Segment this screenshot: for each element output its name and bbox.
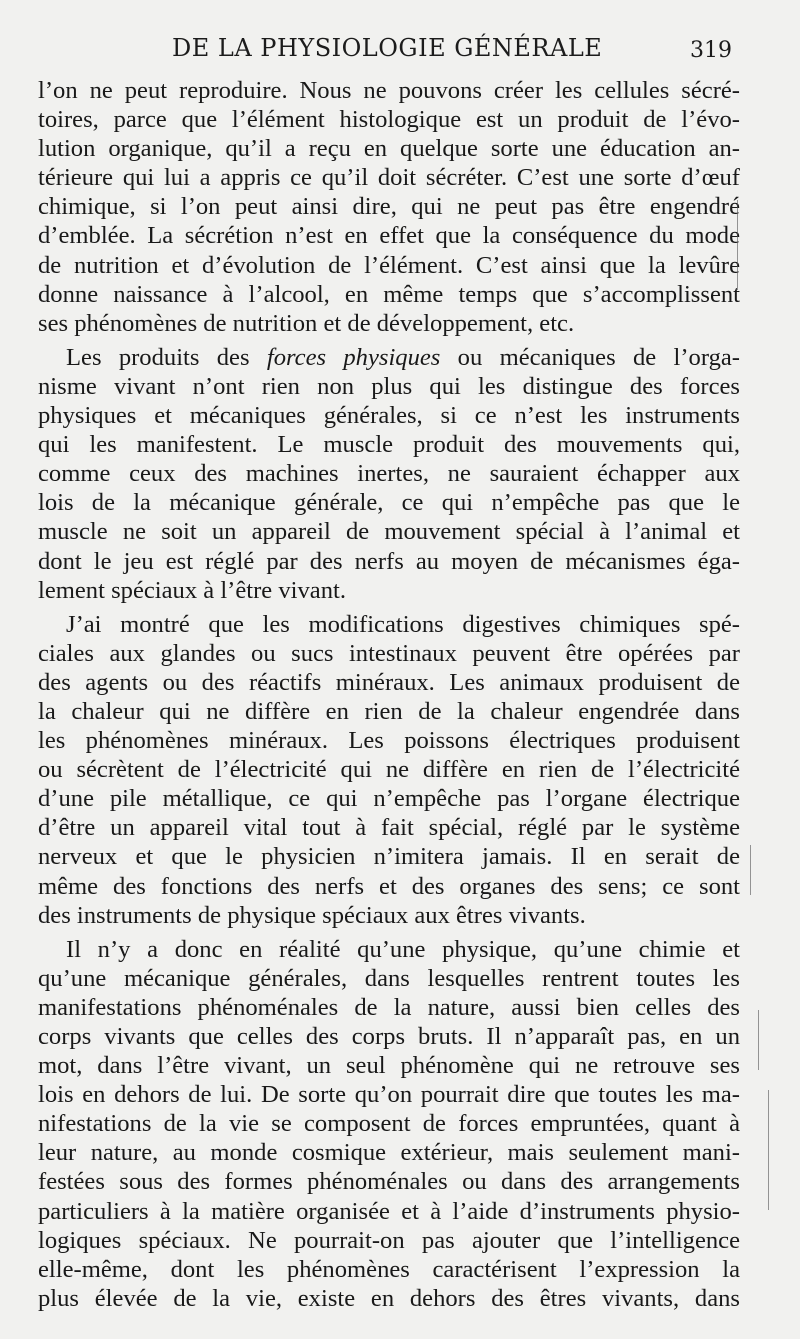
text-line: lois de la mécanique générale, ce qui n’empêche pas que le <box>38 489 740 517</box>
text-run: Les produits des <box>66 343 267 371</box>
running-title: DE LA PHYSIOLOGIE GÉNÉRALE <box>172 34 603 62</box>
text-line: nerveux et que le physicien n’imitera jamais. Il en serait de <box>38 843 740 871</box>
text-line: qui les manifestent. Le muscle produit des mouvements qui, <box>38 431 740 459</box>
text-line: comme ceux des machines inertes, ne sauraient échapper aux <box>38 460 740 488</box>
margin-scan-mark <box>758 1010 759 1070</box>
emphasized-phrase: forces physiques <box>266 343 441 371</box>
text-line: corps vivants que celles des corps bruts. Il n’apparaît pas, en un <box>38 1023 740 1050</box>
text-line: de nutrition et d’évolution de l’élément. C’est ainsi que la levûre <box>38 251 740 279</box>
paragraph-first-line <box>38 343 740 372</box>
text-line: ses phénomènes de nutrition et de développement, etc. <box>38 309 575 337</box>
paragraph-first-line: J’ai montré que les modifications digestives chimiques spé- <box>66 610 740 638</box>
text-line: logiques spéciaux. Ne pourrait-on pas ajouter que l’intelligence <box>38 1226 740 1254</box>
margin-scan-mark <box>768 1090 769 1210</box>
text-line: particuliers à la matière organisée et à l’aide d’instruments physio- <box>38 1197 740 1225</box>
text-line: des instruments de physique spéciaux aux êtres vivants. <box>38 901 586 929</box>
text-line: ou sécrètent de l’électricité qui ne diffère en rien de l’électricité <box>38 756 740 784</box>
text-line: térieure qui lui a appris ce qu’il doit sécréter. C’est une sorte d’œuf <box>38 164 740 192</box>
text-line: mot, dans l’être vivant, un seul phénomène qui ne retrouve ses <box>38 1052 740 1080</box>
margin-scan-mark <box>737 200 738 290</box>
text-line: nifestations de la vie se composent de forces empruntées, quant à <box>38 1110 740 1138</box>
paragraph-first-line: Il n’y a donc en réalité qu’une physique, qu’une chimie et <box>66 935 740 963</box>
text-line: dont le jeu est réglé par des nerfs au moyen de mécanismes éga- <box>38 547 740 575</box>
text-line: elle-même, dont les phénomènes caractérisent l’expression la <box>38 1255 740 1283</box>
text-line: nisme vivant n’ont rien non plus qui les distingue des forces <box>38 372 740 400</box>
text-line: ciales aux glandes ou sucs intestinaux peuvent être opérées par <box>38 639 740 667</box>
text-line: des agents ou des réactifs minéraux. Les animaux produisent de <box>38 668 740 696</box>
running-header <box>38 34 732 74</box>
text-line: muscle ne soit un appareil de mouvement spécial à l’animal et <box>38 518 740 546</box>
text-line: qu’une mécanique générales, dans lesquelles rentrent toutes les <box>38 964 740 992</box>
text-line: d’emblée. La sécrétion n’est en effet que la conséquence du mode <box>38 222 740 250</box>
text-run: ou mécaniques de l’orga- <box>440 343 740 371</box>
text-line: d’une pile métallique, ce qui n’empêche pas l’organe électrique <box>38 785 740 813</box>
text-line: plus élevée de la vie, existe en dehors des êtres vivants, dans <box>38 1284 740 1312</box>
text-line: chimique, si l’on peut ainsi dire, qui ne peut pas être engendré <box>38 193 740 221</box>
text-line: physiques et mécaniques générales, si ce n’est les instruments <box>38 402 740 430</box>
body-text <box>38 76 740 1313</box>
text-line: donne naissance à l’alcool, en même temps que s’accomplissent <box>38 280 740 308</box>
text-line: toires, parce que l’élément histologique est un produit de l’évo- <box>38 106 740 134</box>
text-line: lution organique, qu’il a reçu en quelque sorte une éducation an- <box>38 135 740 163</box>
text-line: les phénomènes minéraux. Les poissons électriques produisent <box>38 727 740 755</box>
text-line: d’être un appareil vital tout à fait spécial, réglé par le système <box>38 814 740 842</box>
text-line: lois en dehors de lui. De sorte qu’on pourrait dire que toutes les ma- <box>38 1081 740 1109</box>
text-line: la chaleur qui ne diffère en rien de la chaleur engendrée dans <box>38 697 740 725</box>
text-line: leur nature, au monde cosmique extérieur, mais seulement mani- <box>38 1139 740 1167</box>
text-line: l’on ne peut reproduire. Nous ne pouvons créer les cellules sécré- <box>38 77 740 104</box>
text-line: même des fonctions des nerfs et des organes des sens; ce sont <box>38 872 740 900</box>
page-number: 319 <box>690 38 732 63</box>
text-line: manifestations phénoménales de la nature, aussi bien celles des <box>38 993 740 1021</box>
text-line: lement spéciaux à l’être vivant. <box>38 576 346 604</box>
margin-scan-mark <box>750 845 751 895</box>
text-line: festées sous des formes phénoménales ou dans des arrangements <box>38 1168 740 1196</box>
